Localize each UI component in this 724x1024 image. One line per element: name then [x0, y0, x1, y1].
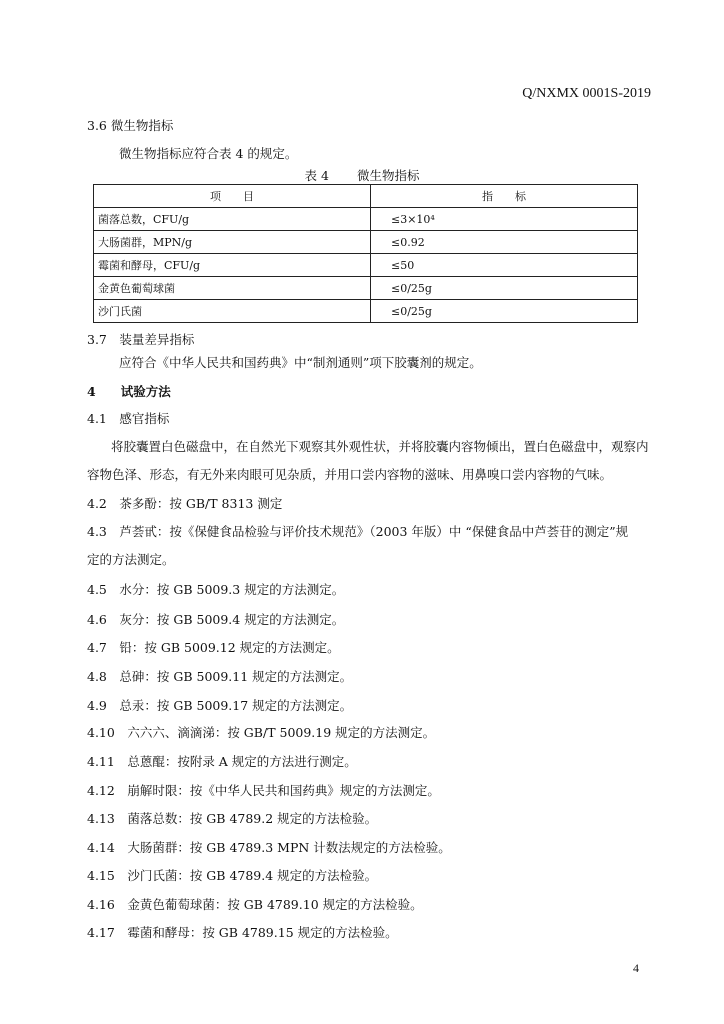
table-row: [94, 208, 638, 231]
microbial-table: [93, 184, 638, 323]
section-3-7-heading: 3.7 装量差异指标: [87, 332, 195, 347]
table-cell-item: 菌落总数，CFU/g: [94, 208, 371, 231]
column-header-item: 项 目: [94, 185, 371, 208]
section-3-7-text: 应符合《中华人民共和国药典》中“制剂通则”项下胶囊剂的规定。: [119, 355, 482, 370]
page-number: 4: [633, 961, 639, 975]
section-3-6-intro: 微生物指标应符合表 4 的规定。: [119, 146, 298, 161]
method-item: 4.13 菌落总数：按 GB 4789.2 规定的方法检验。: [87, 811, 378, 826]
table-cell-item: 金黄色葡萄球菌: [94, 277, 371, 300]
method-item: 4.2 茶多酚：按 GB/T 8313 测定: [87, 496, 283, 511]
table-cell-item: 霉菌和酵母，CFU/g: [94, 254, 371, 277]
method-item: 4.12 崩解时限：按《中华人民共和国药典》规定的方法测定。: [87, 783, 440, 798]
method-item: 4.17 霉菌和酵母：按 GB 4789.15 规定的方法检验。: [87, 925, 398, 940]
method-item: 4.16 金黄色葡萄球菌：按 GB 4789.10 规定的方法检验。: [87, 897, 423, 912]
table-cell-value: ≤50: [371, 254, 638, 277]
section-4-heading: 4 试验方法: [87, 384, 171, 399]
table-header-row: [94, 185, 638, 208]
section-4-1-line: 将胶囊置白色磁盘中，在自然光下观察其外观性状，并将胶囊内容物倾出，置白色磁盘中，观察内: [111, 439, 649, 454]
table-row: [94, 277, 638, 300]
method-item: 4.5 水分：按 GB 5009.3 规定的方法测定。: [87, 582, 345, 597]
column-header-value: 指 标: [371, 185, 638, 208]
table-row: [94, 254, 638, 277]
method-item: 4.3 芦荟甙：按《保健食品检验与评价技术规范》（2003 年版）中 “保健食品中芦荟苷的测定”规: [87, 524, 629, 539]
section-4-1-heading: 4.1 感官指标: [87, 411, 170, 426]
table-cell-value: ≤3×10⁴: [371, 208, 638, 231]
table-cell-value: ≤0.92: [371, 231, 638, 254]
document-code: Q/NXMX 0001S-2019: [522, 86, 651, 101]
section-4-1-line: 容物色泽、形态，有无外来肉眼可见杂质，并用口尝内容物的滋味、用鼻嗅口尝内容物的气味。: [87, 467, 613, 482]
method-item: 4.11 总蒽醌：按附录 A 规定的方法进行测定。: [87, 754, 357, 769]
method-item: 4.6 灰分：按 GB 5009.4 规定的方法测定。: [87, 612, 345, 627]
table-caption: [0, 166, 724, 184]
method-item: 4.8 总砷：按 GB 5009.11 规定的方法测定。: [87, 669, 353, 684]
table-caption-title: 微生物指标: [356, 168, 420, 183]
table-cell-value: ≤0/25g: [371, 277, 638, 300]
table-row: [94, 300, 638, 323]
table-caption-number: 表 4: [304, 168, 329, 183]
section-3-6-heading: 3.6 微生物指标: [87, 118, 174, 133]
method-item: 4.7 铅：按 GB 5009.12 规定的方法测定。: [87, 640, 340, 655]
table-cell-item: 沙门氏菌: [94, 300, 371, 323]
method-item: 4.9 总汞：按 GB 5009.17 规定的方法测定。: [87, 698, 353, 713]
method-item: 定的方法测定。: [87, 552, 175, 567]
table-cell-item: 大肠菌群，MPN/g: [94, 231, 371, 254]
method-item: 4.10 六六六、滴滴涕：按 GB/T 5009.19 规定的方法测定。: [87, 725, 436, 740]
table-cell-value: ≤0/25g: [371, 300, 638, 323]
method-item: 4.15 沙门氏菌：按 GB 4789.4 规定的方法检验。: [87, 868, 378, 883]
table-row: [94, 231, 638, 254]
method-item: 4.14 大肠菌群：按 GB 4789.3 MPN 计数法规定的方法检验。: [87, 840, 451, 855]
